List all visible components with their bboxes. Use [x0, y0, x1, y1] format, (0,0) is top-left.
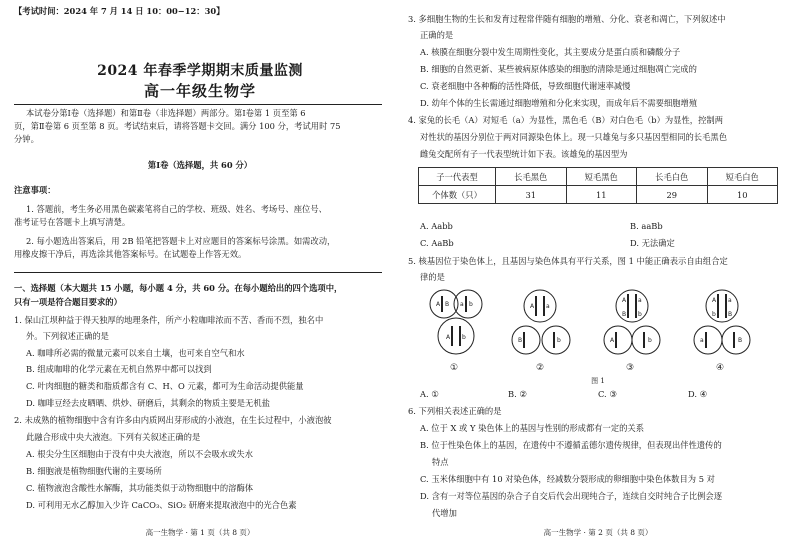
q5-option: B. ②	[508, 389, 527, 399]
svg-text:B: B	[445, 301, 450, 308]
q3-option: C. 衰老细胞中各种酶的活性降低，导致细胞代谢速率减慢	[420, 81, 631, 91]
diagram-3	[604, 290, 660, 354]
table-cell: 29	[637, 186, 708, 204]
diagram-4	[694, 290, 750, 354]
figure-label: ②	[536, 363, 545, 373]
svg-text:a: a	[638, 297, 642, 304]
svg-text:b: b	[462, 334, 466, 341]
svg-text:b: b	[712, 311, 716, 318]
svg-text:a: a	[700, 337, 704, 344]
q1-option: D. 咖啡豆经去皮晒晒、烘炒、研磨后，其剩余的物质主要是无机盐	[26, 398, 270, 408]
title-rule	[14, 104, 382, 105]
q5-option: A. ①	[420, 389, 439, 399]
q3-option: B. 细胞的自然更新、某些被病原体感染的细胞的清除是通过细胞凋亡完成的	[420, 64, 697, 74]
note-line: 准考证号在答题卡上填写清楚。	[14, 217, 131, 227]
q6-option: D. 含有一对等位基因的杂合子自交后代会出现纯合子，连续自交时纯合子比例会逐	[420, 491, 723, 501]
q2-option: D. 可利用无水乙醇加入少许 CaCO₃、SiO₂ 研磨来提取液泡中的光合色素	[26, 500, 297, 510]
exam-time: 【考试时间：2024 年 7 月 14 日 10：00−12：30】	[14, 6, 225, 16]
q1-stem: 外。下列叙述正确的是	[26, 331, 109, 341]
svg-text:b: b	[638, 311, 642, 318]
notes-title: 注意事项：	[14, 185, 56, 195]
table-cell: 11	[566, 186, 637, 204]
q4-option: B. aaBb	[630, 221, 663, 231]
part1-title-cont: 只有一项是符合题目要求的）	[14, 297, 122, 307]
q3-option: A. 核膜在细胞分裂中发生周期性变化，其主要成分是蛋白质和磷酸分子	[420, 47, 681, 57]
svg-text:B: B	[738, 337, 743, 344]
part1-title: 一、选择题（本大题共 15 小题，每小题 4 分，共 60 分。在每小题给出的四个选项中，	[14, 283, 343, 293]
table-cell: 31	[496, 186, 567, 204]
q3-option: D. 幼年个体的生长需通过细胞增殖和分化来实现，而成年后不需要细胞增殖	[420, 98, 698, 108]
phenotype-table	[418, 167, 778, 204]
q1-option: A. 咖啡所必需的微量元素可以来自土壤，也可来自空气和水	[26, 348, 245, 358]
svg-text:A: A	[610, 337, 615, 344]
q4-option: C. AaBb	[420, 238, 454, 248]
table-cell: 10	[707, 186, 778, 204]
page-footer: 高一生物学 · 第 1 页（共 8 页）	[145, 528, 255, 537]
exam-subtitle: 高一年级生物学	[143, 82, 256, 100]
q3-stem: 3. 多细胞生物的生长和发育过程常伴随有细胞的增殖、分化、衰老和凋亡，下列叙述中	[408, 14, 726, 24]
exam-title: 2024 年春季学期期末质量监测	[97, 63, 303, 79]
svg-text:a: a	[728, 297, 732, 304]
table-header: 子一代表型	[419, 168, 496, 186]
table-header: 长毛黑色	[496, 168, 567, 186]
svg-text:b: b	[557, 337, 561, 344]
q6-option: C. 玉米体细胞中有 10 对染色体，经减数分裂形成的卵细胞中染色体数目为 5 对	[420, 474, 715, 484]
q2-stem: 此融合形成中央大液泡。下列有关叙述正确的是	[26, 432, 201, 442]
figure-caption: 图 1	[591, 377, 605, 385]
table-header: 长毛白色	[637, 168, 708, 186]
figure-1	[408, 284, 788, 380]
svg-text:a: a	[546, 303, 550, 310]
table-header: 短毛白色	[707, 168, 778, 186]
note-line: 用橡皮擦干净后，再选涂其他答案标号。在试题卷上作答无效。	[14, 249, 247, 259]
q4-stem: 对性状的基因分别位于两对同源染色体上。现一只雄兔与多只基因型相同的长毛黑色	[420, 132, 727, 142]
svg-text:A: A	[622, 297, 627, 304]
intro-line: 页，第Ⅱ卷第 6 页至第 8 页。考试结束后，请将答题卡交回。满分 100 分，考试用时 75	[14, 121, 341, 131]
svg-text:A: A	[712, 297, 717, 304]
figure-label: ③	[626, 363, 635, 373]
q4-option: A. Aabb	[420, 221, 453, 231]
intro-line: 本试卷分第Ⅰ卷（选择题）和第Ⅱ卷（非选择题）两部分。第Ⅰ卷第 1 页至第 6	[26, 108, 306, 118]
q2-option: C. 植物液泡含酸性水解酶，其功能类似于动物细胞中的溶酶体	[26, 483, 254, 493]
q2-option: B. 细胞液是植物细胞代谢的主要场所	[26, 466, 162, 476]
q6-option-cont: 代增加	[432, 508, 457, 518]
q2-option: A. 根尖分生区细胞由于没有中央大液泡，所以不会吸水或失水	[26, 449, 253, 459]
svg-text:B: B	[622, 311, 627, 318]
q1-option: C. 叶肉细胞的糖类和脂质都含有 C、H、O 元素，都可为生命活动提供能量	[26, 381, 304, 391]
q4-stem: 雌兔交配所有子一代表型统计如下表。该雄兔的基因型为	[420, 149, 628, 159]
intro-line: 分钟。	[14, 134, 39, 144]
svg-text:A: A	[436, 301, 441, 308]
right-page	[402, 0, 794, 549]
q5-stem: 律的是	[420, 272, 445, 282]
q4-option: D. 无法确定	[630, 238, 675, 248]
svg-text:a: a	[460, 301, 464, 308]
notes-rule	[14, 272, 382, 273]
svg-text:B: B	[518, 337, 523, 344]
section-heading: 第Ⅰ卷（选择题，共 60 分）	[147, 160, 253, 170]
diagram-1	[430, 290, 482, 354]
svg-text:b: b	[648, 337, 652, 344]
table-header-row	[419, 168, 778, 186]
q3-stem: 正确的是	[420, 30, 454, 40]
q5-stem: 5. 核基因位于染色体上，且基因与染色体具有平行关系，图 1 中能正确表示自由组合定	[408, 256, 728, 266]
q4-stem: 4. 家兔的长毛（A）对短毛（a）为显性，黑色毛（B）对白色毛（b）为显性，控制两	[408, 115, 723, 125]
svg-text:B: B	[728, 311, 733, 318]
note-line: 2. 每小题选出答案后，用 2B 铅笔把答题卡上对应题目的答案标号涂黑。如需改动，	[26, 236, 336, 246]
table-header: 短毛黑色	[566, 168, 637, 186]
q6-stem: 6. 下列相关表述正确的是	[408, 406, 502, 416]
diagram-2	[512, 290, 570, 354]
note-line: 1. 答题前，考生务必用黑色碳素笔将自己的学校、班级、姓名、考场号、座位号、	[26, 204, 327, 214]
svg-text:A: A	[446, 334, 451, 341]
svg-text:A: A	[530, 303, 535, 310]
figure-label: ④	[716, 363, 725, 373]
q1-stem: 1. 保山江坝种益于得天独厚的地理条件，所产小粒咖啡浓而不苦、香而不烈，独名中	[14, 315, 324, 325]
q5-option: D. ④	[688, 389, 708, 399]
figure-label: ①	[450, 363, 459, 373]
q6-option-cont: 特点	[432, 457, 449, 467]
page-footer: 高一生物学 · 第 2 页（共 8 页）	[543, 528, 653, 537]
q6-option: A. 位于 X 或 Y 染色体上的基因与性别的形成都有一定的关系	[420, 423, 645, 433]
table-row-label: 个体数（只）	[419, 186, 496, 204]
q6-option: B. 位于性染色体上的基因，在遗传中不遵循孟德尔遗传规律，但表现出伴性遗传的	[420, 440, 722, 450]
q1-option: B. 组成咖啡的化学元素在无机自然界中都可以找到	[26, 364, 212, 374]
q5-option: C. ③	[598, 389, 617, 399]
q2-stem: 2. 未成熟的植物细胞中含有许多由内质网出芽形成的小液泡，在生长过程中，小液泡彼	[14, 415, 332, 425]
table-row	[419, 186, 778, 204]
svg-text:b: b	[469, 301, 473, 308]
